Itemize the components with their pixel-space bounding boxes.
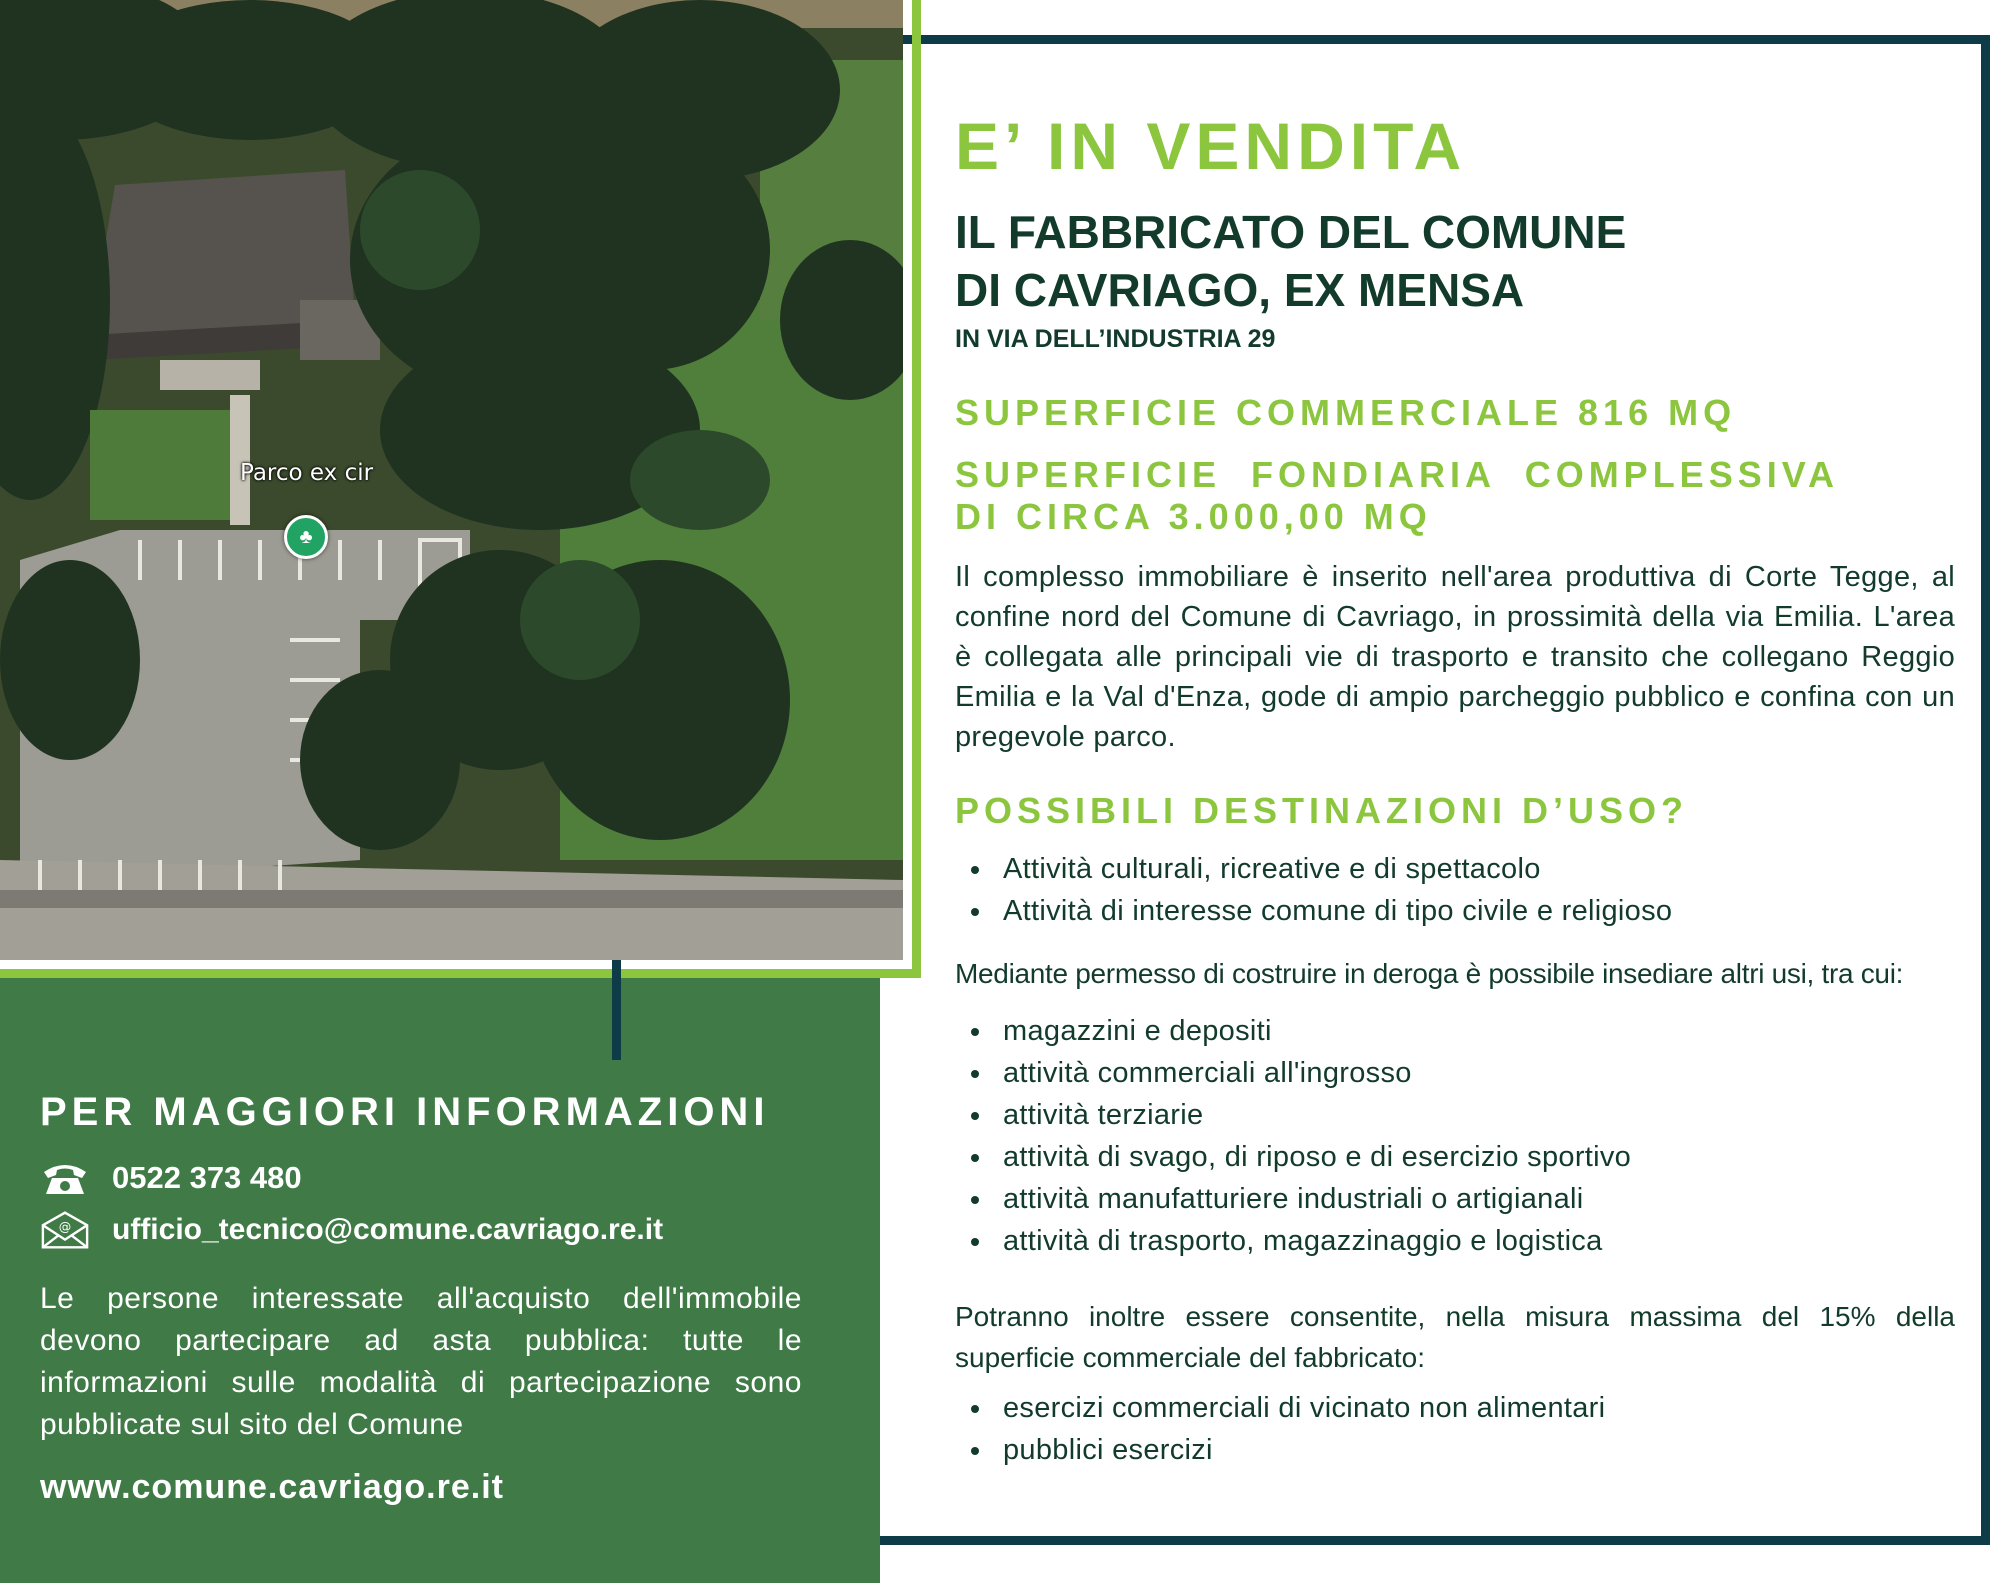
building-address: IN VIA DELL’INDUSTRIA 29 [955,325,1276,353]
aerial-photo [0,0,903,960]
svg-text:@: @ [58,1218,72,1234]
phone-number[interactable]: 0522 373 480 [112,1160,302,1195]
percent-text: Potranno inoltre essere consentite, nella misura massima del 15% della superficie commerciale del fabbricato: [955,1301,1955,1373]
surface-fondiaria-line1: SUPERFICIE FONDIARIA COMPLESSIVA [955,454,1840,495]
frame-dark-bottom [826,1536,1990,1545]
info-body: Le persone interessate all'acquisto dell'immobile devono partecipare ad asta pubblica: tutte le informazioni sulle modalità di partecipazione sono pubblicate sul sito del Comune [40,1282,802,1441]
surface-fondiaria [955,454,1965,538]
surface-fondiaria-line2: DI CIRCA 3.000,00 MQ [955,496,1432,537]
description: Il complesso immobiliare è inserito nell'area produttiva di Corte Tegge, al confine nord del Comune di Cavriago, in prossimità della via Emilia. L'area è collegata alle principali vie di trasporto e transito che collegano Reggio Emilia e la Val d'Enza, gode di ampio parcheggio pubblico e confina con un pregevole parco. [955,561,1955,753]
building-title [955,203,1955,319]
surface-commercial: SUPERFICIE COMMERCIALE 816 MQ [955,392,1737,433]
connector-dark [612,960,621,1060]
info-panel [0,978,880,1583]
map-label: Parco ex cir [240,460,374,486]
tree-pin-icon: ♣ [284,515,328,559]
list-item: Attività culturali, ricreative e di spettacolo [955,848,1672,890]
frame-dark-right [1981,35,1990,1545]
phone-row [40,1158,302,1198]
uses-list [955,848,1672,932]
headline: E’ IN VENDITA [955,109,1467,183]
email-row [40,1210,663,1250]
list-item: magazzini e depositi [955,1010,1631,1052]
email-address[interactable]: ufficio_tecnico@comune.cavriago.re.it [112,1213,664,1246]
list-item: attività manufatturiere industriali o artigianali [955,1178,1631,1220]
percent-list [955,1387,1605,1471]
list-item: attività di svago, di riposo e di esercizio sportivo [955,1136,1631,1178]
list-item: pubblici esercizi [955,1429,1605,1471]
uses-title: POSSIBILI DESTINAZIONI D’USO? [955,790,1689,831]
info-title: PER MAGGIORI INFORMAZIONI [40,1090,770,1134]
list-item: Attività di interesse comune di tipo civile e religioso [955,890,1672,932]
website-link[interactable]: www.comune.cavriago.re.it [40,1468,504,1506]
deroga-text: Mediante permesso di costruire in deroga è possibile insediare altri usi, tra cui: [955,958,1904,989]
frame-green-bottom [0,969,921,978]
deroga-list [955,1010,1631,1262]
frame-dark-top [900,35,1990,44]
list-item: attività commerciali all'ingrosso [955,1052,1631,1094]
list-item: attività terziarie [955,1094,1631,1136]
frame-green-right [912,0,921,978]
building-title-line1: IL FABBRICATO DEL COMUNE [955,206,1627,258]
list-item: attività di trasporto, magazzinaggio e logistica [955,1220,1631,1262]
building-title-line2: DI CAVRIAGO, EX MENSA [955,264,1525,316]
aerial-photo-drawing [0,0,903,960]
list-item: esercizi commerciali di vicinato non alimentari [955,1387,1605,1429]
email-icon [40,1210,90,1250]
phone-icon [40,1158,90,1198]
